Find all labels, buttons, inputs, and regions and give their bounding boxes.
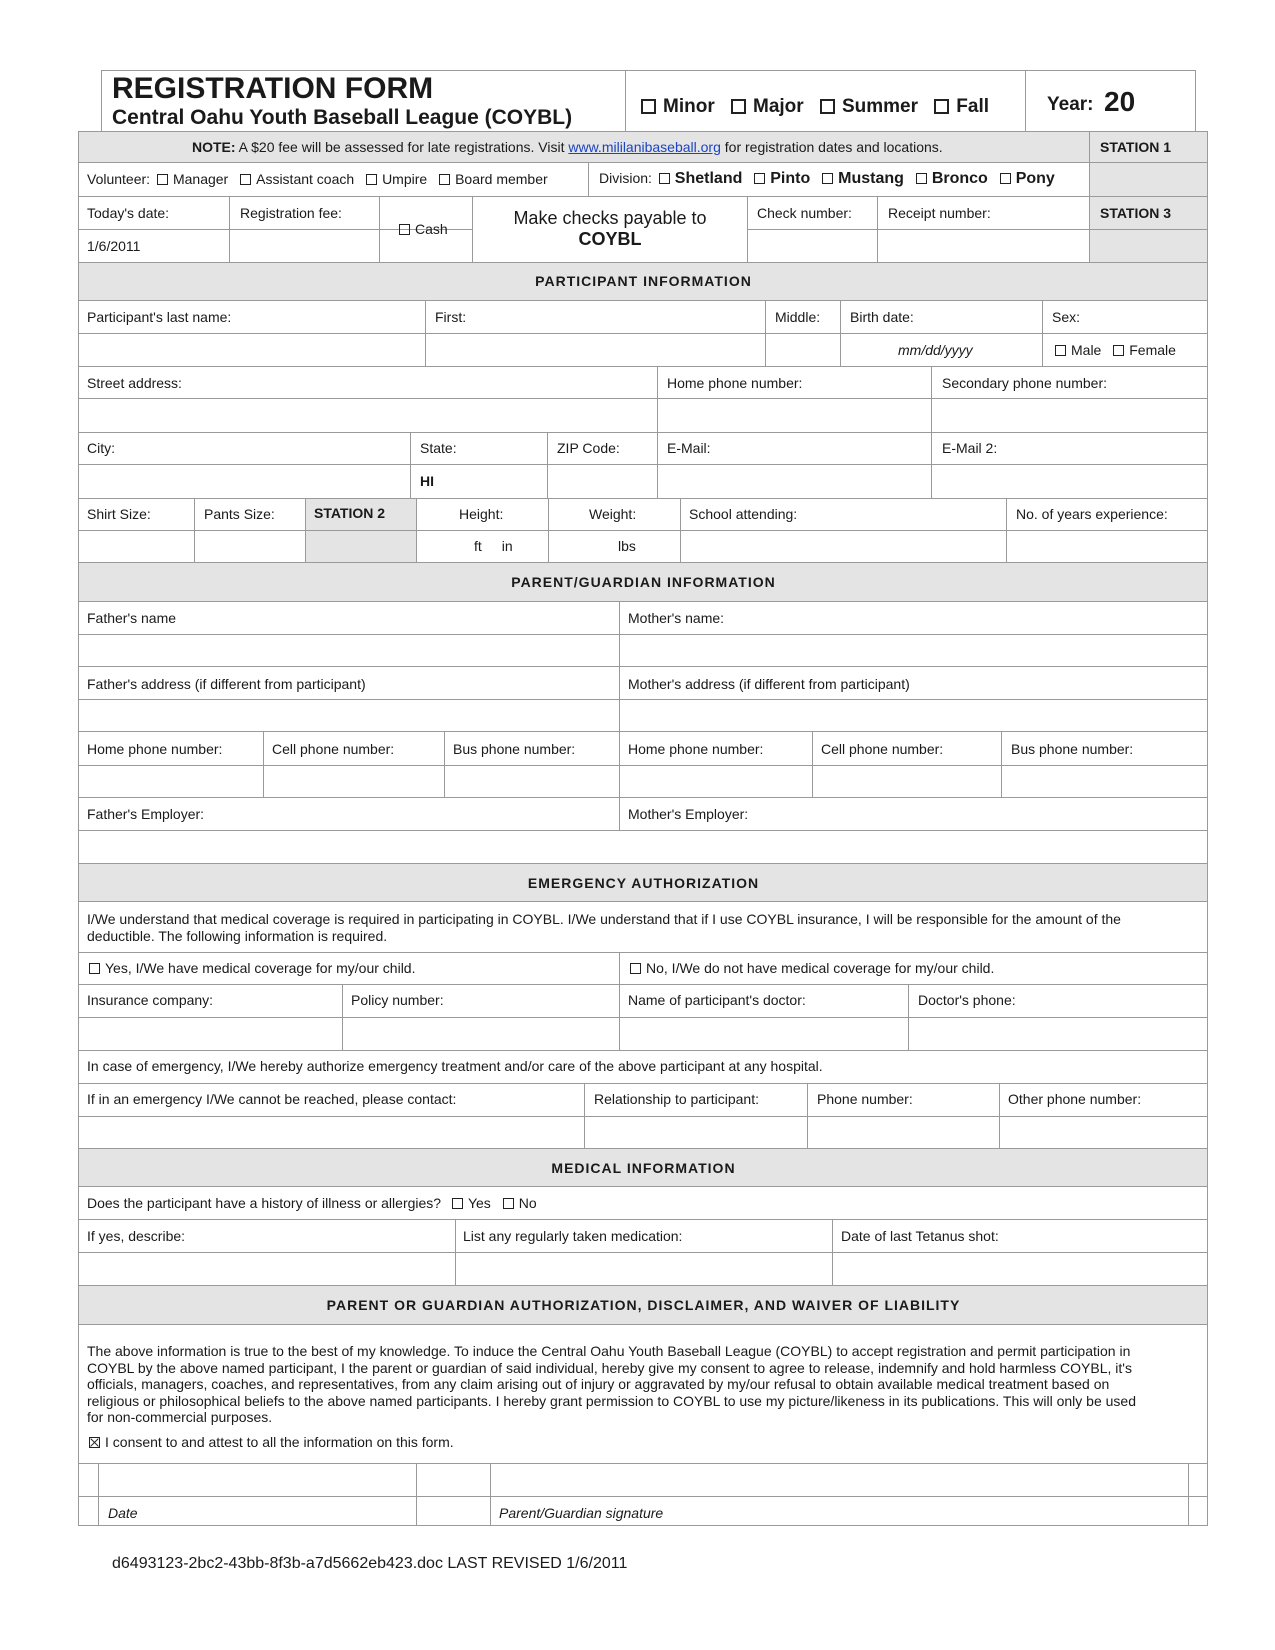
checked-checkbox-icon xyxy=(89,1437,100,1448)
division-mustang[interactable]: Mustang xyxy=(822,170,904,187)
height-label: Height: xyxy=(459,506,504,522)
city-field[interactable] xyxy=(79,465,410,498)
father-name-label: Father's name xyxy=(87,610,177,626)
father-cell-phone-field[interactable] xyxy=(264,766,444,797)
form-subtitle: Central Oahu Youth Baseball League (COYBL) xyxy=(112,106,573,129)
email-field[interactable] xyxy=(658,465,931,498)
tetanus-field[interactable] xyxy=(833,1253,1207,1285)
coverage-notice-line-2: deductible. The following information is required. xyxy=(87,927,388,944)
other-phone-label: Other phone number: xyxy=(1008,1091,1142,1107)
checkbox-icon xyxy=(659,173,670,184)
doctor-phone-field[interactable] xyxy=(909,1018,1207,1050)
todays-date-value[interactable]: 1/6/2011 xyxy=(87,238,141,254)
volunteer-manager[interactable]: Manager xyxy=(157,171,228,187)
season-major[interactable]: Major xyxy=(731,96,804,117)
secondary-phone-label: Secondary phone number: xyxy=(942,375,1107,391)
mother-home-phone-field[interactable] xyxy=(620,766,812,797)
father-bus-phone-field[interactable] xyxy=(445,766,619,797)
waiver-text xyxy=(87,1343,1136,1426)
home-phone-label: Home phone number: xyxy=(667,375,803,391)
birth-date-label: Birth date: xyxy=(850,309,914,325)
first-name-field[interactable] xyxy=(426,334,765,366)
relationship-label: Relationship to participant: xyxy=(594,1091,759,1107)
checkbox-icon xyxy=(754,173,765,184)
middle-name-label: Middle: xyxy=(775,309,821,325)
volunteer-board-member[interactable]: Board member xyxy=(439,171,548,187)
checks-payee: COYBL xyxy=(578,229,642,249)
waiver-heading: PARENT OR GUARDIAN AUTHORIZATION, DISCLAIMER, AND WAIVER OF LIABILITY xyxy=(326,1297,961,1313)
last-name-label: Participant's last name: xyxy=(87,309,232,325)
illness-no-option[interactable]: No xyxy=(503,1195,537,1211)
season-fall[interactable]: Fall xyxy=(934,96,989,117)
describe-label: If yes, describe: xyxy=(87,1228,186,1244)
website-link[interactable]: www.mililanibaseball.org xyxy=(568,139,721,155)
state-field[interactable]: HI xyxy=(420,473,434,489)
station3-label: STATION 3 xyxy=(1100,205,1172,221)
volunteer-label: Volunteer: xyxy=(87,171,151,187)
describe-field[interactable] xyxy=(79,1253,455,1285)
policy-number-field[interactable] xyxy=(343,1018,619,1050)
school-field[interactable] xyxy=(681,531,1006,562)
zip-field[interactable] xyxy=(548,465,657,498)
contact-phone-field[interactable] xyxy=(808,1117,999,1148)
receipt-number-field[interactable] xyxy=(878,230,1088,261)
mother-employer-label: Mother's Employer: xyxy=(628,806,749,822)
tetanus-label: Date of last Tetanus shot: xyxy=(841,1228,999,1244)
email-label: E-Mail: xyxy=(667,440,711,456)
waiver-line: for non-commercial purposes. xyxy=(87,1409,273,1425)
state-label: State: xyxy=(420,440,457,456)
relationship-field[interactable] xyxy=(585,1117,807,1148)
checkbox-icon xyxy=(366,174,377,185)
city-label: City: xyxy=(87,440,115,456)
zip-label: ZIP Code: xyxy=(557,440,620,456)
mother-bus-phone-field[interactable] xyxy=(1002,766,1207,797)
emergency-heading: EMERGENCY AUTHORIZATION xyxy=(527,875,760,891)
division-pony[interactable]: Pony xyxy=(1000,170,1055,187)
checkbox-icon xyxy=(934,99,949,114)
checkbox-icon xyxy=(240,174,251,185)
father-home-phone-label: Home phone number: xyxy=(87,741,223,757)
father-home-phone-field[interactable] xyxy=(79,766,263,797)
registration-fee-field[interactable] xyxy=(230,229,378,261)
waiver-line: religious or philosophical beliefs to the above named participants. I hereby grant permission to COYBL to use my picture/likeness in its publications. This will only be used xyxy=(87,1392,1136,1409)
first-name-label: First: xyxy=(435,309,467,325)
sex-female[interactable]: Female xyxy=(1113,342,1176,358)
volunteer-assistant-coach[interactable]: Assistant coach xyxy=(240,171,354,187)
mother-bus-phone-label: Bus phone number: xyxy=(1011,741,1134,757)
document-footer: d6493123-2bc2-43bb-8f3b-a7d5662eb423.doc LAST REVISED 1/6/2011 xyxy=(112,1555,628,1572)
signature-label: Parent/Guardian signature xyxy=(499,1505,664,1521)
mother-cell-phone-field[interactable] xyxy=(813,766,1001,797)
checkbox-icon xyxy=(1055,345,1066,356)
station1-label: STATION 1 xyxy=(1100,139,1172,155)
todays-date-label: Today's date: xyxy=(87,205,170,221)
doctor-name-field[interactable] xyxy=(620,1018,908,1050)
medical-heading: MEDICAL INFORMATION xyxy=(551,1160,736,1176)
doctor-phone-label: Doctor's phone: xyxy=(918,992,1016,1008)
receipt-number-label: Receipt number: xyxy=(888,205,991,221)
division-pinto[interactable]: Pinto xyxy=(754,170,810,187)
secondary-phone-field[interactable] xyxy=(932,399,1207,432)
checkbox-icon xyxy=(452,1198,463,1209)
emergency-contact-field[interactable] xyxy=(79,1117,584,1148)
medication-label: List any regularly taken medication: xyxy=(463,1228,683,1244)
checkbox-icon xyxy=(503,1198,514,1209)
father-employer-label: Father's Employer: xyxy=(87,806,205,822)
mother-cell-phone-label: Cell phone number: xyxy=(821,741,944,757)
no-coverage-option[interactable]: No, I/We do not have medical coverage for my/our child. xyxy=(630,960,994,976)
mother-home-phone-label: Home phone number: xyxy=(628,741,764,757)
school-label: School attending: xyxy=(689,506,798,522)
coverage-notice-line-1: I/We understand that medical coverage is required in participating in COYBL. I/We understand that if I use COYBL insurance, I will be responsible for the amount of the xyxy=(87,911,1121,927)
waiver-line: officials, managers, coaches, and representatives, from any claim arising out of injury or aggravated by my/our refusal to obtain available medical treatment based on xyxy=(87,1376,1110,1392)
date-field[interactable] xyxy=(99,1464,416,1496)
other-phone-field[interactable] xyxy=(1000,1117,1207,1148)
participant-heading: PARTICIPANT INFORMATION xyxy=(535,273,752,289)
father-employer-field[interactable] xyxy=(79,831,619,863)
pants-size-label: Pants Size: xyxy=(204,506,275,522)
doctor-name-label: Name of participant's doctor: xyxy=(628,992,806,1008)
birth-date-field[interactable]: mm/dd/yyyy xyxy=(898,342,973,358)
father-cell-phone-label: Cell phone number: xyxy=(272,741,395,757)
shirt-size-label: Shirt Size: xyxy=(87,506,151,522)
division-bronco[interactable]: Bronco xyxy=(916,170,988,187)
experience-label: No. of years experience: xyxy=(1016,506,1168,522)
waiver-line: The above information is true to the best of my knowledge. To induce the Central Oahu Youth Baseball League (COYBL) to accept registration and permit participation in xyxy=(87,1343,1131,1359)
illness-question-row xyxy=(87,1195,537,1211)
checkbox-icon xyxy=(1113,345,1124,356)
consent-option[interactable]: I consent to and attest to all the information on this form. xyxy=(89,1434,454,1450)
father-bus-phone-label: Bus phone number: xyxy=(453,741,576,757)
coverage-notice xyxy=(87,911,1121,944)
mother-employer-field[interactable] xyxy=(620,831,1207,863)
shirt-size-field[interactable] xyxy=(79,531,194,562)
division-label: Division: xyxy=(599,170,652,186)
checkbox-icon xyxy=(822,173,833,184)
season-summer[interactable]: Summer xyxy=(820,96,918,117)
cash-option[interactable]: Cash xyxy=(399,221,448,237)
mother-address-label: Mother's address (if different from participant) xyxy=(628,676,910,692)
mother-name-label: Mother's name: xyxy=(628,610,725,626)
checkbox-icon xyxy=(89,963,100,974)
checkbox-icon xyxy=(630,963,641,974)
last-name-field[interactable] xyxy=(79,334,425,366)
registration-fee-label: Registration fee: xyxy=(240,205,342,221)
date-label: Date xyxy=(108,1505,138,1521)
email2-label: E-Mail 2: xyxy=(942,440,998,456)
emergency-authorize-text: In case of emergency, I/We hereby authorize emergency treatment and/or care of the above participant at any hospital. xyxy=(87,1058,823,1074)
sex-label: Sex: xyxy=(1052,309,1081,325)
season-options xyxy=(641,96,989,118)
check-number-label: Check number: xyxy=(757,205,852,221)
checks-payable-note: Make checks payable to xyxy=(513,208,707,228)
checkbox-icon xyxy=(399,224,410,235)
experience-field[interactable] xyxy=(1007,531,1207,562)
guardian-heading: PARENT/GUARDIAN INFORMATION xyxy=(511,574,776,590)
yes-coverage-option[interactable]: Yes, I/We have medical coverage for my/our child. xyxy=(89,960,415,976)
father-name-field[interactable] xyxy=(79,635,619,666)
waiver-line: COYBL by the above named participant, I the parent or guardian of said individual, hereby give my consent to agree to release, indemnify and hold harmless COYBL, it's xyxy=(87,1359,1132,1376)
year-label: Year: xyxy=(1047,94,1094,115)
season-minor[interactable]: Minor xyxy=(641,96,715,117)
email2-field[interactable] xyxy=(932,465,1207,498)
emergency-contact-label: If in an emergency I/We cannot be reached, please contact: xyxy=(87,1091,457,1107)
division-row xyxy=(599,170,1055,188)
mother-name-field[interactable] xyxy=(620,635,1207,666)
checkbox-icon xyxy=(157,174,168,185)
checkbox-icon xyxy=(731,99,746,114)
street-address-field[interactable] xyxy=(79,399,657,432)
contact-phone-label: Phone number: xyxy=(817,1091,913,1107)
policy-number-label: Policy number: xyxy=(351,992,444,1008)
insurance-company-field[interactable] xyxy=(79,1018,342,1050)
checkbox-icon xyxy=(916,173,927,184)
mother-address-field[interactable] xyxy=(620,700,1207,731)
street-address-label: Street address: xyxy=(87,375,182,391)
late-fee-note: NOTE: A $20 fee will be assessed for late registrations. Visit www.mililanibaseball.org for registration dates and locations. xyxy=(192,139,943,155)
weight-label: Weight: xyxy=(589,506,637,522)
checkbox-icon xyxy=(1000,173,1011,184)
father-address-field[interactable] xyxy=(79,700,619,731)
height-field[interactable]: ft in xyxy=(474,538,513,554)
volunteer-row xyxy=(87,171,548,187)
sex-male[interactable]: Male xyxy=(1055,342,1101,358)
weight-field[interactable]: lbs xyxy=(618,538,636,554)
checkbox-icon xyxy=(641,99,656,114)
home-phone-field[interactable] xyxy=(658,399,931,432)
year-value[interactable]: 20 xyxy=(1104,86,1136,117)
form-title: REGISTRATION FORM xyxy=(112,72,434,105)
illness-question: Does the participant have a history of illness or allergies? xyxy=(87,1195,442,1211)
station2-label: STATION 2 xyxy=(314,505,386,521)
volunteer-umpire[interactable]: Umpire xyxy=(366,171,427,187)
signature-field[interactable] xyxy=(491,1464,1188,1496)
medication-field[interactable] xyxy=(456,1253,832,1285)
father-address-label: Father's address (if different from participant) xyxy=(87,676,366,692)
middle-name-field[interactable] xyxy=(766,334,840,366)
check-number-field[interactable] xyxy=(748,230,876,261)
sex-options xyxy=(1055,342,1176,358)
pants-size-field[interactable] xyxy=(195,531,305,562)
illness-yes-option[interactable]: Yes xyxy=(452,1195,491,1211)
insurance-company-label: Insurance company: xyxy=(87,992,214,1008)
division-shetland[interactable]: Shetland xyxy=(659,170,743,187)
checkbox-icon xyxy=(820,99,835,114)
checkbox-icon xyxy=(439,174,450,185)
